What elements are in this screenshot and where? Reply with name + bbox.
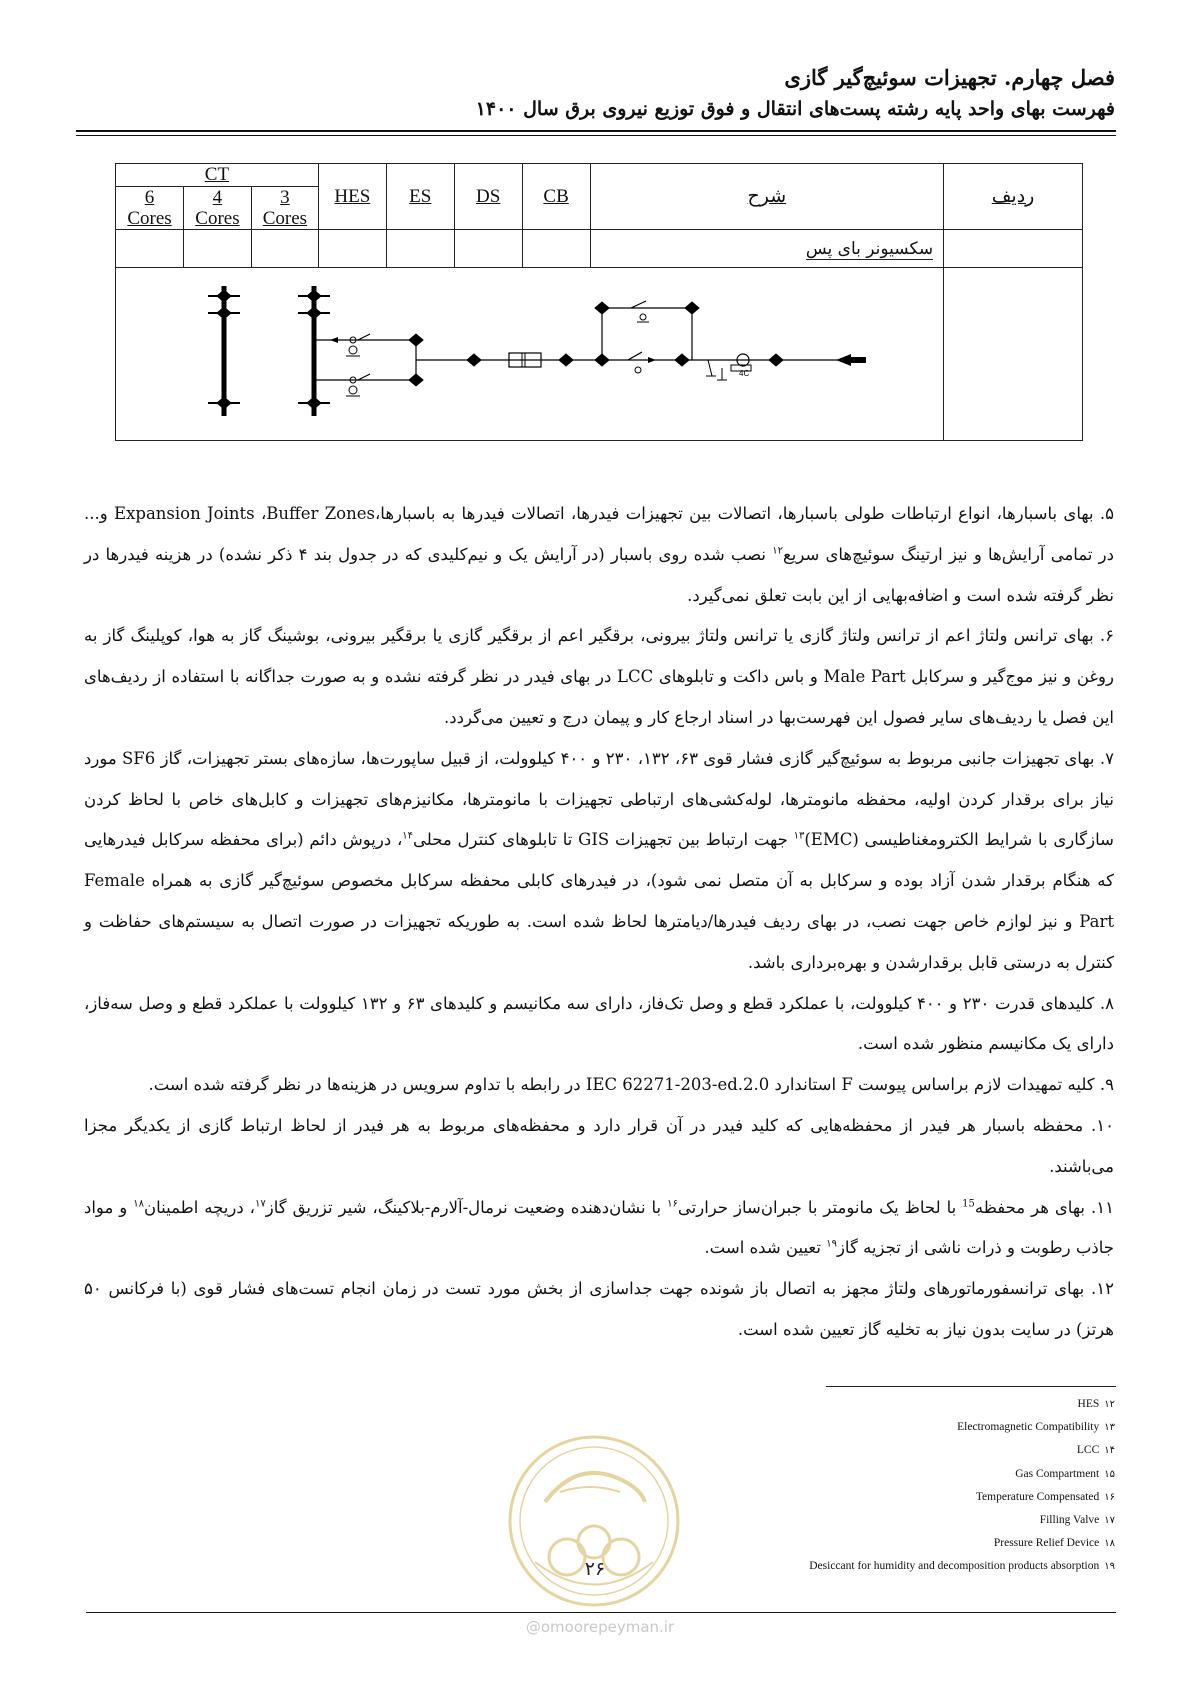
single-line-diagram — [116, 268, 926, 440]
paragraph-5-text-b: نصب شده روی باسبار (در آرایش یک و نیم‌کلیدی که در جدول بند ۴ ذکر نشده) در هزینه فیدرها در نظر گرفته شده است و اضافه‌بهایی از این بابت تعلق نمی‌گیرد. — [84, 544, 1114, 605]
footnote-ref-14: ۱۴ — [402, 830, 414, 842]
footnote-ref-19: ۱۹ — [826, 1238, 837, 1250]
footnote-number: ۱۸ — [1104, 1538, 1115, 1550]
ct-3-unit: Cores — [262, 208, 308, 229]
footnote-number: ۱۲ — [1104, 1399, 1115, 1410]
header-rule-thick — [76, 130, 1116, 132]
row-number-cell — [944, 230, 1083, 268]
footnote-text: Temperature Compensated — [975, 1490, 1100, 1503]
description-header-cell — [590, 164, 944, 230]
paragraph-11-text-f: تعیین شده است. — [704, 1238, 827, 1258]
footnote-number: ۱۵ — [1104, 1468, 1115, 1480]
ct-3-cores-header — [251, 187, 318, 230]
footnote-number: ۱۶ — [1104, 1491, 1115, 1503]
footnote-ref-12: ۱۲ — [772, 545, 783, 557]
footnote-number: ۱۴ — [1104, 1445, 1115, 1457]
chapter-title: فصل چهارم. تجهیزات سوئیچ‌گیر گازی — [784, 65, 1115, 90]
header-rule-thin — [76, 135, 1116, 136]
paragraph-7-text-a: ۷. بهای تجهیزات جانبی مربوط به سوئیچ‌گیر گازی فشار قوی ۶۳، ۱۳۲، ۲۳۰ و ۴۰۰ کیلوولت، از قبیل ساپورت‌ها، سازه‌های بستر تجهیزات، گاز SF6 مورد نیاز برای برقدار کردن اولیه، محفظه مانومترها، لوله‌کشی‌های ارتباطی تجهیزات با مانومترها، مکانیزم‌های تجهیزات و کابل‌های خاص با لحاظ کردن سازگاری با شرایط الکترومغناطیسی (EMC) — [84, 748, 1114, 850]
footnote-text: LCC — [1076, 1444, 1100, 1457]
paragraph-11-text-e: و مواد جاذب رطوبت و ذرات ناشی از تجزیه گاز — [84, 1197, 1114, 1258]
equipment-table — [115, 163, 1083, 441]
footnote-ref-15: 15 — [962, 1198, 975, 1210]
ds-value-cell — [454, 230, 522, 268]
footnote-ref-13: ۱۳ — [793, 830, 805, 842]
ct4-value-cell — [183, 230, 251, 268]
footnote-ref-18: ۱۸ — [133, 1198, 144, 1210]
ct-4-cores-header — [183, 187, 251, 230]
footnote-text: Electromagnetic Compatibility — [957, 1421, 1100, 1434]
ct3-value-cell — [251, 230, 318, 268]
seal-logo-icon — [505, 1432, 683, 1610]
ct-6-unit: Cores — [127, 208, 172, 229]
footnote-ref-16: ۱۶ — [667, 1198, 678, 1210]
footnote-text: Desiccant for humidity and decomposition products absorption — [809, 1560, 1100, 1573]
paragraph-10: ۱۰. محفظه باسبار هر فیدر از محفظه‌هایی که کلید فیدر در آن قرار دارد و محفظه‌های مربوط به هر فیدر از لحاظ ارتباط گازی از یکدیگر مجزا می‌باشند. — [84, 1115, 1114, 1176]
paragraph-6: ۶. بهای ترانس ولتاژ اعم از ترانس ولتاژ گازی یا ترانس ولتاژ بیرونی، برقگیر اعم از برقگیر گازی یا برقگیر بیرونی، بوشینگ گاز به هوا، کوپلینگ گاز به روغن و نیز موج‌گیر و سرکابل Male Part و باس داکت و تابلوهای LCC در بهای فیدر در نظر گرفته نشده و به صورت جداگانه با استفاده از ردیف‌های این فصل یا ردیف‌های سایر فصول این فهرست‌بها در اسناد ارجاع کار و پیمان درج و تعیین می‌گردد. — [84, 626, 1114, 727]
cb-value-cell — [522, 230, 590, 268]
ds-header: DS — [476, 185, 501, 207]
footer-rule — [86, 1612, 1116, 1613]
single-line-diagram-cell — [116, 268, 944, 441]
footnote-number: ۱۷ — [1104, 1514, 1115, 1526]
footnote-text: HES — [1077, 1398, 1100, 1410]
paragraph-7-text-c: ، درپوش دائم (برای محفظه سرکابل فیدرهایی که هنگام برقدار شدن آزاد بوده و سرکابل به آن متصل نمی شود)، در فیدرهای کابلی محفظه سرکابل مخصوص سوئیچ‌گیر گازی به همراه Female Part و نیز لوازم خاص جهت نصب، در بهای ردیف فیدرها/دیامترها لحاظ شده است. به طوریکه تجهیزات در صورت اتصال به سیستم‌های حفاظت و کنترل به درستی قابل برقدارشدن و بهره‌برداری باشد. — [84, 830, 1114, 972]
paragraph-11 — [84, 1188, 1114, 1270]
paragraph-8: ۸. کلیدهای قدرت ۲۳۰ و ۴۰۰ کیلوولت، با عملکرد قطع و وصل تک‌فاز، دارای سه مکانیسم و کلیدهای ۶۳ و ۱۳۲ کیلوولت با عملکرد قطع و وصل سه‌فاز، دارای یک مکانیسم منظور شده است. — [84, 993, 1114, 1054]
paragraph-7 — [84, 739, 1114, 984]
hes-header: HES — [334, 185, 371, 207]
page-number: ۲۶ — [584, 1558, 606, 1580]
row-number-header-cell — [944, 164, 1083, 230]
ct-3-num: 3 — [280, 187, 290, 208]
es-header-cell — [386, 164, 454, 230]
paragraph-9: ۹. کلیه تمهیدات لازم براساس پیوست F استاندارد IEC 62271-203-ed.2.0 در رابطه با تداوم سرویس در هزینه‌ها در نظر گرفته شده است. — [148, 1075, 1114, 1095]
paragraph-11-text-c: با نشان‌دهنده وضعیت نرمال-آلارم-بلاکینگ، شیر تزریق گاز — [265, 1197, 668, 1217]
ct6-value-cell — [116, 230, 184, 268]
ct-4-unit: Cores — [195, 208, 240, 229]
hes-value-cell — [318, 230, 386, 268]
watermark: @omoorepeyman.ir — [525, 1618, 675, 1636]
diagram-4c-label: 4C — [739, 369, 750, 378]
paragraph-7-text-b: جهت ارتباط بین تجهیزات GIS تا تابلوهای کنترل محلی — [413, 830, 794, 850]
paragraph-11-text-d: ، دریچه اطمینان — [143, 1197, 256, 1217]
footnote-text: Pressure Relief Device — [993, 1537, 1100, 1550]
ct-header-cell — [116, 164, 319, 187]
page-header — [75, 62, 1115, 124]
paragraph-11-text-b: با لحاظ یک مانومتر با جبران‌ساز حرارتی — [677, 1197, 963, 1217]
diagram-row-number-cell — [944, 268, 1083, 441]
ct-6-cores-header — [116, 187, 184, 230]
footnote-separator — [826, 1386, 1116, 1387]
footnote-12 — [555, 1393, 1115, 1416]
cb-header: CB — [543, 185, 569, 207]
ct-header: CT — [204, 164, 230, 185]
cb-header-cell — [522, 164, 590, 230]
paragraph-5-text-a: ۵. بهای باسبارها، انواع ارتباطات طولی باسبارها، اتصالات بین تجهیزات فیدرها، اتصالات فیدرها به باسبارها،Expansion Joints ،Buffer Zones و... در تمامی آرایش‌ها و نیز ارتینگ سوئیچ‌های سریع — [84, 504, 1114, 564]
row-description: سکسیونر بای پس — [805, 238, 934, 259]
document-subtitle: فهرست بهای واحد پایه رشته پست‌های انتقال و فوق توزیع نیروی برق سال ۱۴۰۰ — [475, 98, 1115, 120]
ct-6-num: 6 — [144, 187, 155, 208]
es-header: ES — [409, 185, 432, 207]
paragraph-5 — [84, 494, 1114, 616]
paragraph-12: ۱۲. بهای ترانسفورماتورهای ولتاژ مجهز به اتصال باز شونده جهت جداسازی از بخش مورد تست در زمان انجام تست‌های فشار قوی (با فرکانس ۵۰ هرتز) در سایت بدون نیاز به تخلیه گاز تعیین شده است. — [84, 1279, 1114, 1339]
row-description-cell — [590, 230, 944, 268]
footnote-text: Filling Valve — [1039, 1513, 1100, 1526]
ds-header-cell — [454, 164, 522, 230]
body-text — [84, 494, 1114, 1351]
footnote-number: ۱۹ — [1104, 1561, 1115, 1573]
row-number-header: ردیف — [991, 186, 1035, 207]
footnote-text: Gas Compartment — [1015, 1467, 1100, 1480]
description-header: شرح — [747, 186, 787, 207]
footnote-ref-17: ۱۷ — [255, 1198, 266, 1210]
hes-header-cell — [318, 164, 386, 230]
ct-4-num: 4 — [212, 187, 223, 208]
footnote-number: ۱۳ — [1104, 1422, 1115, 1434]
paragraph-11-text-a: ۱۱. بهای هر محفظه — [974, 1197, 1114, 1217]
es-value-cell — [386, 230, 454, 268]
